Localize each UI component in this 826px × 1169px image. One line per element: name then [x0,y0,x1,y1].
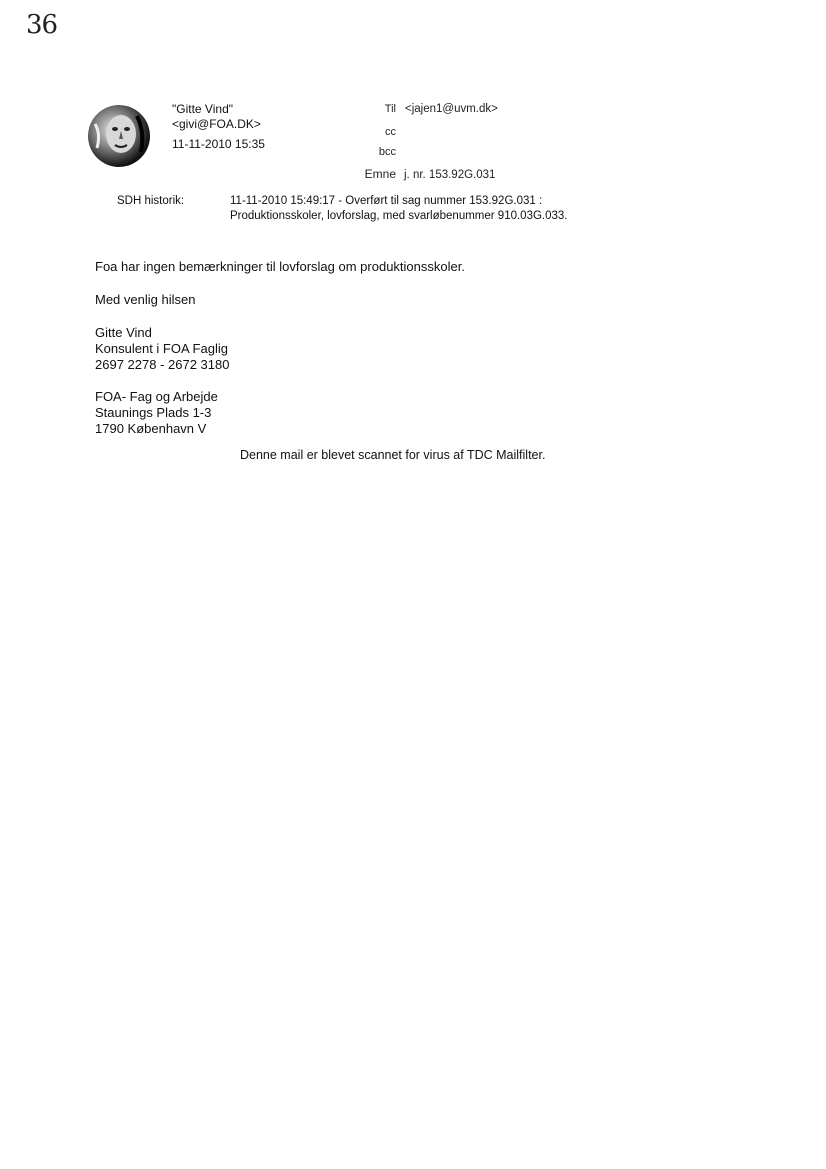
sdh-history-line-2: Produktionsskoler, lovforslag, med svarløbenummer 910.03G.033. [230,210,568,222]
sdh-history-label: SDH historik: [117,195,185,207]
signature-phone: 2697 2278 - 2672 3180 [95,357,230,372]
to-value: <jajen1@uvm.dk> [405,103,498,115]
cc-label: cc [385,126,396,138]
signature-name: Gitte Vind [95,325,152,340]
greeting: Med venlig hilsen [95,292,196,307]
sdh-history-line-1: 11-11-2010 15:49:17 - Overført til sag nummer 153.92G.031 : [230,195,543,207]
bcc-label: bcc [378,146,396,158]
subject-label: Emne [364,167,396,181]
organization-name: FOA- Fag og Arbejde [95,389,218,404]
sender-email: <givi@FOA.DK> [172,117,261,131]
handwritten-page-number: 36 [26,10,58,40]
subject-value: j. nr. 153.92G.031 [404,169,496,181]
organization-street: Staunings Plads 1-3 [95,405,212,420]
organization-city: 1790 København V [95,421,207,436]
sender-name: "Gitte Vind" [172,102,233,116]
message-body-text: Foa har ingen bemærkninger til lovforslag om produktionsskoler. [95,259,465,274]
signature-title: Konsulent i FOA Faglig [95,341,228,356]
sender-avatar-icon [87,104,151,168]
sent-date: 11-11-2010 15:35 [172,137,265,151]
virus-scan-note: Denne mail er blevet scannet for virus af TDC Mailfilter. [240,448,546,462]
to-label: Til [384,103,396,115]
